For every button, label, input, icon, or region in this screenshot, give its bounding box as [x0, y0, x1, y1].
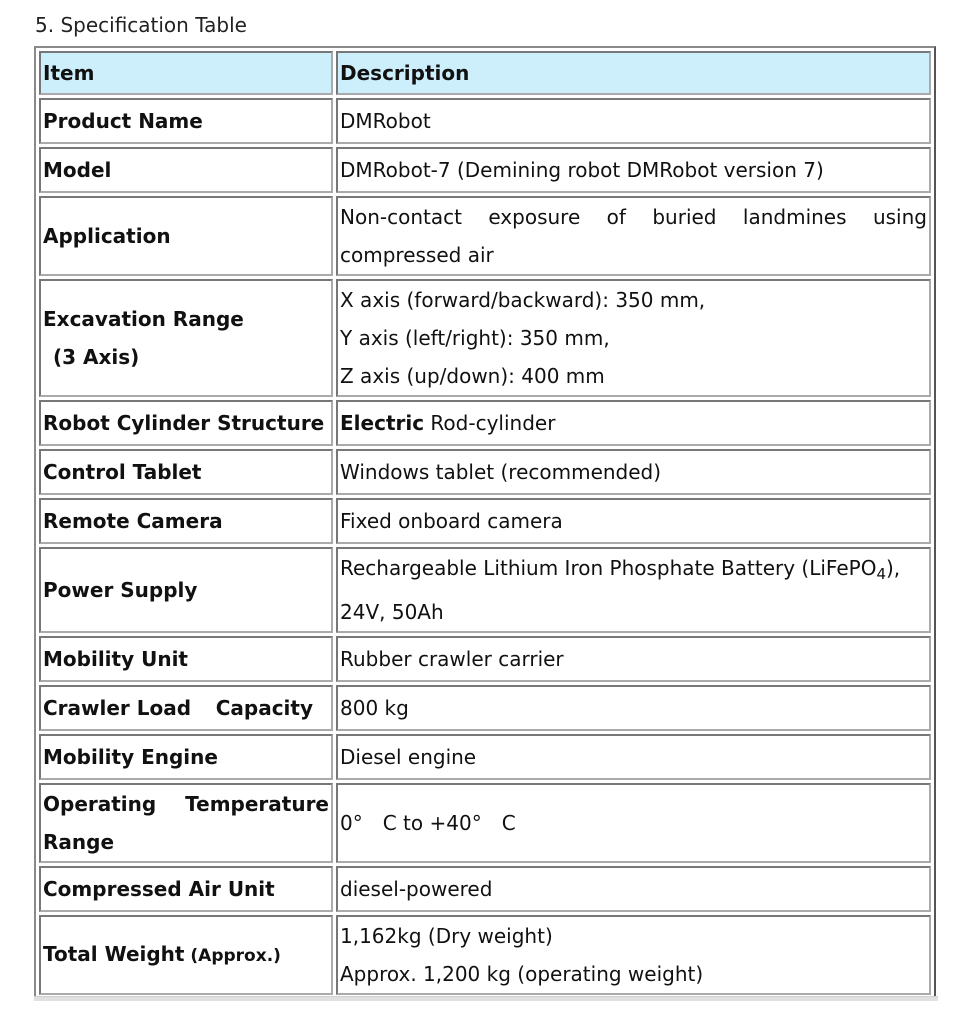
label-word: Crawler Load [43, 696, 192, 720]
row-value: Fixed onboard camera [336, 498, 931, 544]
application-line-2: compressed air [340, 243, 494, 267]
table-row [39, 636, 931, 682]
header-description: Description [336, 51, 931, 95]
row-label [39, 279, 333, 397]
value-bold: Electric [340, 411, 425, 435]
row-value [336, 279, 931, 397]
word: exposure [488, 205, 581, 229]
table-row [39, 449, 931, 495]
table-header-row [39, 51, 931, 95]
row-label [39, 685, 333, 731]
label-small: (Approx.) [184, 946, 281, 966]
row-label: Power Supply [39, 547, 333, 633]
row-label: Application [39, 196, 333, 276]
table-row [39, 866, 931, 912]
table-row [39, 547, 931, 633]
row-label: Model [39, 147, 333, 193]
label-text: Total Weight [43, 942, 185, 966]
row-value: 0° C to +40° C [336, 783, 931, 863]
power-line-2: 24V, 50Ah [340, 600, 444, 624]
value-text: Rod-cylinder [424, 411, 556, 435]
row-value [336, 915, 931, 995]
table-row [39, 915, 931, 995]
specification-table [34, 46, 936, 1000]
word: landmines [742, 205, 847, 229]
label-word: Capacity [215, 696, 313, 720]
word: of [606, 205, 626, 229]
row-value [336, 400, 931, 446]
word: Non-contact [340, 205, 462, 229]
label-word: Range [43, 830, 115, 854]
row-value [336, 196, 931, 276]
section-title: 5. Specification Table [35, 13, 247, 37]
row-label: Compressed Air Unit [39, 866, 333, 912]
table-row [39, 279, 931, 397]
table-row [39, 400, 931, 446]
table-row [39, 685, 931, 731]
dry-weight: 1,162kg (Dry weight) [340, 924, 553, 948]
horizontal-divider [34, 996, 938, 1001]
row-label [39, 783, 333, 863]
subscript: 4 [876, 565, 886, 583]
row-value: DMRobot-7 (Demining robot DMRobot version 7) [336, 147, 931, 193]
table-row [39, 196, 931, 276]
row-label: Product Name [39, 98, 333, 144]
row-value: Windows tablet (recommended) [336, 449, 931, 495]
word: using [872, 205, 927, 229]
operating-weight: Approx. 1,200 kg (operating weight) [340, 962, 704, 986]
z-axis-range: Z axis (up/down): 400 mm [340, 364, 605, 388]
table-row [39, 783, 931, 863]
header-item: Item [39, 51, 333, 95]
row-value: 800 kg [336, 685, 931, 731]
row-value: DMRobot [336, 98, 931, 144]
power-line-1 [340, 549, 927, 593]
value-text: Rechargeable Lithium Iron Phosphate Battery (LiFePO [340, 556, 877, 580]
y-axis-range: Y axis (left/right): 350 mm, [340, 326, 610, 350]
x-axis-range: X axis (forward/backward): 350 mm, [340, 288, 706, 312]
row-label: Mobility Unit [39, 636, 333, 682]
row-value: diesel-powered [336, 866, 931, 912]
row-value [336, 547, 931, 633]
label-word: Temperature [185, 792, 329, 816]
row-label: Control Tablet [39, 449, 333, 495]
label-word: Operating [43, 792, 157, 816]
row-value: Diesel engine [336, 734, 931, 780]
row-label: Robot Cylinder Structure [39, 400, 333, 446]
row-label: Remote Camera [39, 498, 333, 544]
table-row [39, 734, 931, 780]
row-label: Mobility Engine [39, 734, 333, 780]
label-sub: (3 Axis) [53, 345, 140, 369]
table-row [39, 98, 931, 144]
word: buried [652, 205, 717, 229]
table-row [39, 147, 931, 193]
row-label [39, 915, 333, 995]
value-text: ), [885, 556, 901, 580]
table-row [39, 498, 931, 544]
label-line: Excavation Range [43, 307, 244, 331]
row-value: Rubber crawler carrier [336, 636, 931, 682]
application-line-1 [340, 198, 927, 236]
